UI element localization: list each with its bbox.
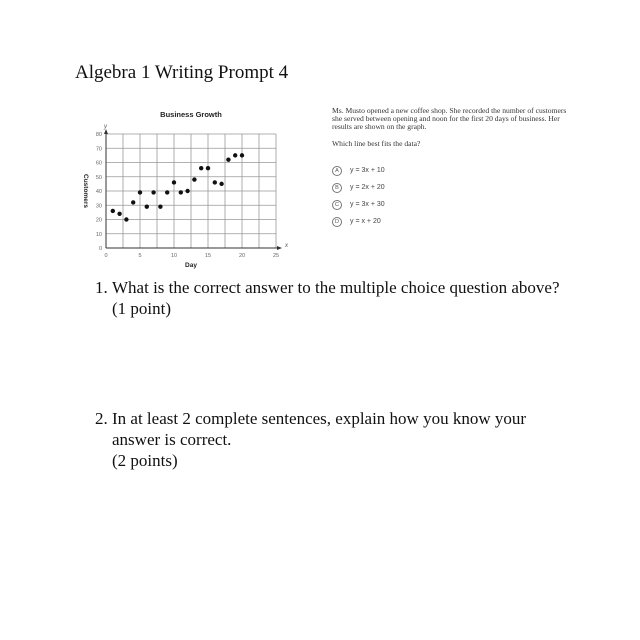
svg-text:15: 15	[204, 253, 212, 259]
question-1-number: 1.	[95, 278, 108, 297]
svg-text:5: 5	[138, 253, 142, 259]
svg-text:10: 10	[95, 231, 102, 238]
problem-question: Which line best fits the data?	[332, 138, 421, 148]
svg-text:0: 0	[98, 246, 102, 252]
svg-text:80: 80	[95, 132, 102, 138]
option-b-bubble[interactable]: B	[332, 183, 342, 193]
svg-text:10: 10	[170, 253, 178, 259]
svg-text:30: 30	[95, 203, 102, 210]
question-2	[95, 408, 562, 471]
svg-text:50: 50	[95, 174, 102, 181]
svg-text:40: 40	[95, 189, 102, 195]
svg-text:y: y	[104, 124, 107, 130]
svg-text:20: 20	[238, 253, 246, 259]
option-b[interactable]: B y = 2x + 20	[332, 179, 385, 196]
svg-text:60: 60	[95, 160, 102, 167]
page-title: Algebra 1 Writing Prompt 4	[75, 62, 289, 83]
svg-text:70: 70	[95, 146, 102, 153]
svg-text:Customers: Customers	[82, 174, 89, 208]
svg-text:20: 20	[95, 217, 102, 224]
business-growth-chart	[75, 104, 305, 274]
svg-text:0: 0	[104, 253, 108, 259]
svg-text:Day: Day	[185, 262, 197, 269]
svg-text:x: x	[285, 243, 288, 249]
question-2-number: 2.	[95, 409, 108, 428]
svg-text:25: 25	[272, 253, 280, 259]
option-a-bubble[interactable]: A	[332, 166, 342, 176]
question-2-text: In at least 2 complete sentences, explain how you know your answer is correct.	[112, 409, 527, 449]
option-c-bubble[interactable]: C	[332, 200, 342, 210]
option-c[interactable]: C y = 3x + 30	[332, 196, 385, 213]
option-d[interactable]: D y = x + 20	[332, 213, 385, 230]
answer-options	[332, 162, 385, 230]
option-d-bubble[interactable]: D	[332, 217, 342, 227]
svg-text:Business Growth: Business Growth	[160, 110, 222, 119]
option-a[interactable]: A y = 3x + 10	[332, 162, 385, 179]
question-1-text: What is the correct answer to the multiple choice question above? (1 point)	[112, 278, 560, 318]
problem-statement	[332, 107, 572, 148]
question-2-points: (2 points)	[112, 451, 178, 470]
problem-description: Ms. Musto opened a new coffee shop. She recorded the number of customers she served between opening and noon for the first 20 days of business. Her results are shown on the graph.	[332, 106, 567, 132]
question-1	[95, 277, 562, 319]
